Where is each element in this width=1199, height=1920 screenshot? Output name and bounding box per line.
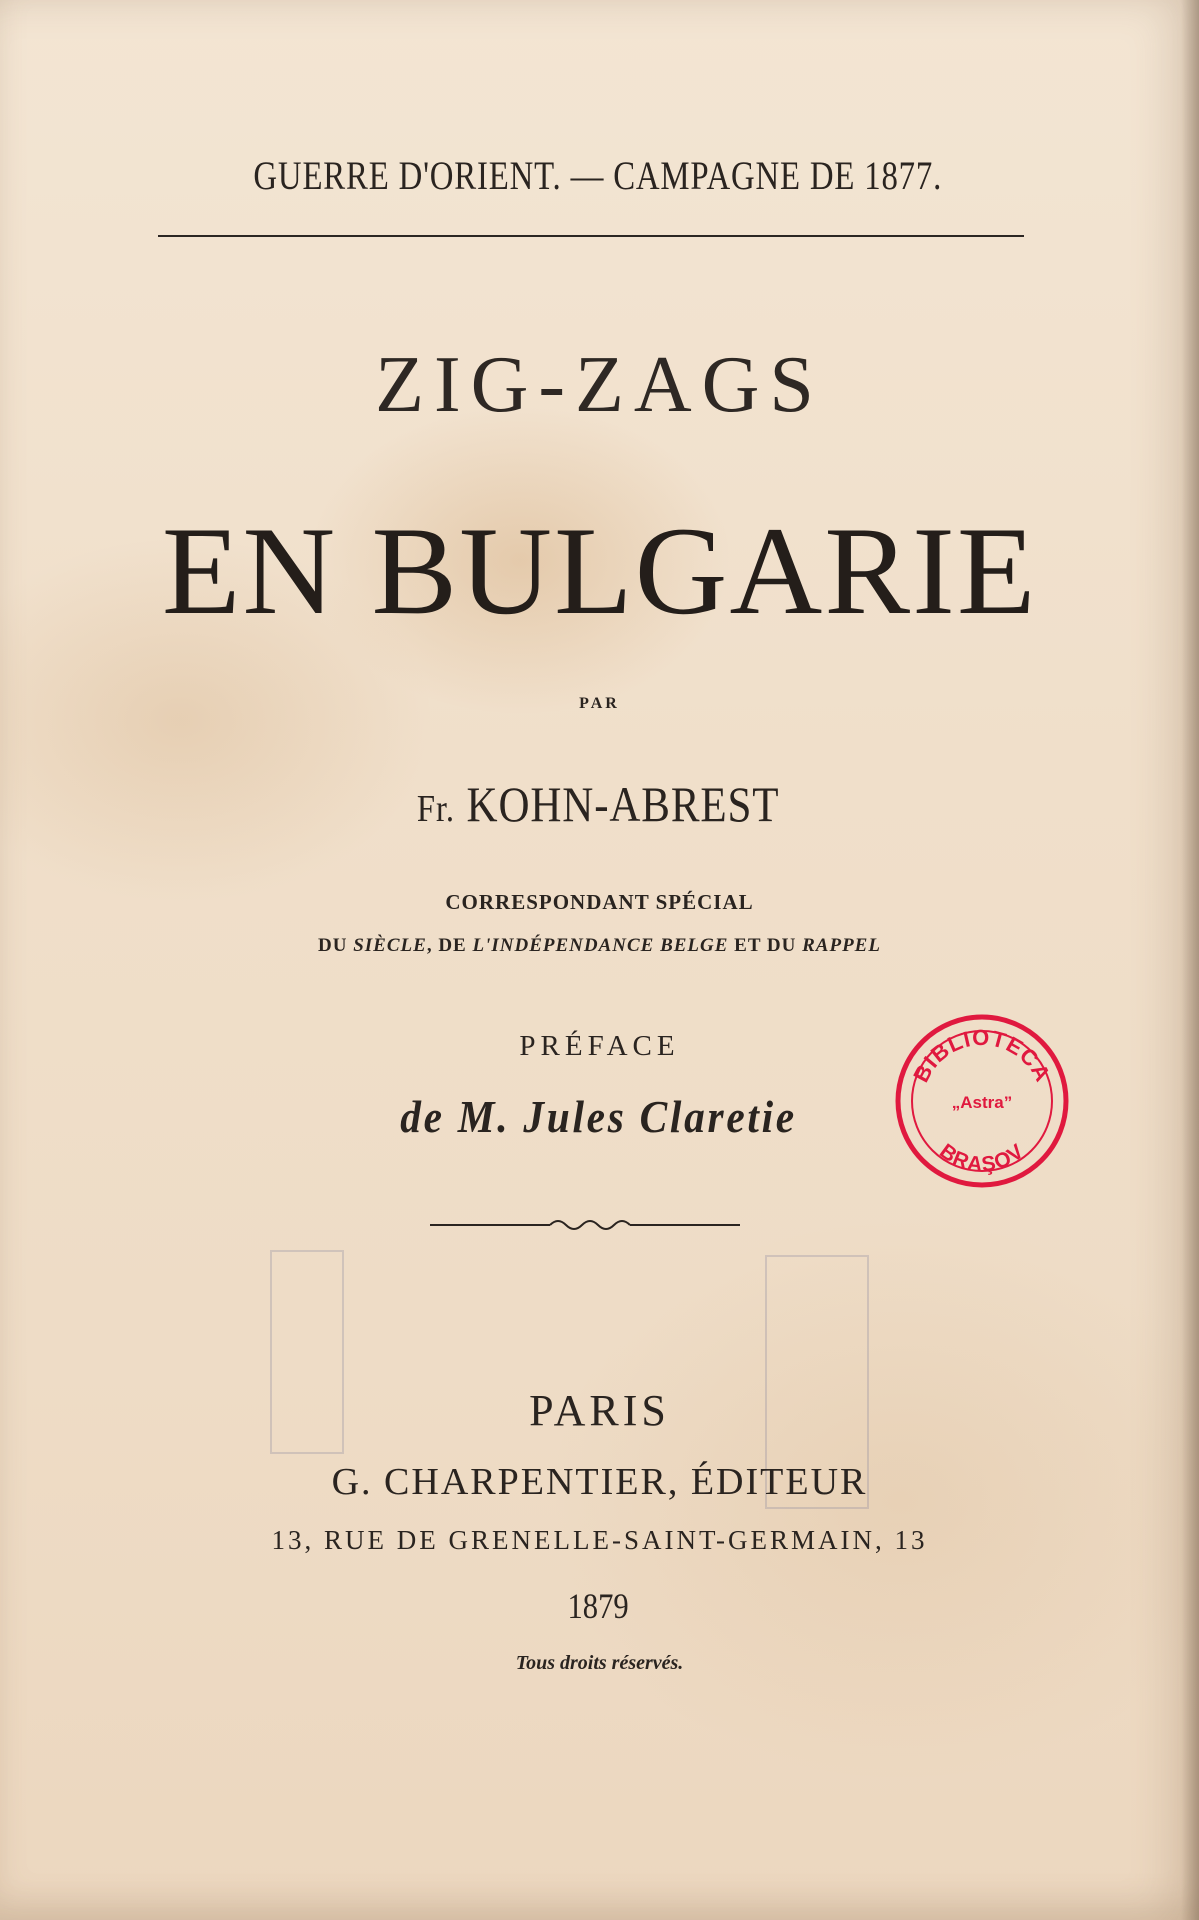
- publisher-address: 13, RUE DE GRENELLE-SAINT-GERMAIN, 13: [271, 1525, 928, 1555]
- papers-et-du: ET DU: [734, 935, 797, 956]
- stamp-bottom-text: BRAŞOV: [935, 1139, 1029, 1177]
- papers-du: DU: [318, 935, 348, 956]
- header-rule: [158, 235, 1024, 237]
- preface-author: de M. Jules Claretie: [400, 1091, 797, 1142]
- author-prefix: Fr.: [416, 788, 455, 830]
- series-header: GUERRE D'ORIENT. — CAMPAGNE DE 1877.: [253, 153, 943, 198]
- page-edge-shadow: [1181, 0, 1199, 1920]
- paper-rappel: RAPPEL: [802, 935, 881, 956]
- papers-de: , DE: [426, 935, 467, 956]
- title-line-2: EN BULGARIE: [161, 502, 1038, 641]
- publication-year: 1879: [567, 1586, 629, 1626]
- publisher-city: PARIS: [529, 1386, 670, 1435]
- title-line-1: ZIG-ZAGS: [375, 341, 824, 429]
- par-label: PAR: [579, 695, 620, 712]
- stamp-top-text: BIBLIOTECA: [908, 1024, 1056, 1087]
- preface-label: PRÉFACE: [519, 1030, 680, 1062]
- author-name: KOHN-ABREST: [466, 776, 780, 832]
- paper-independance-belge: L'INDÉPENDANCE BELGE: [472, 935, 729, 956]
- library-stamp: [893, 1012, 1071, 1190]
- author: [83, 775, 1114, 833]
- paper-siecle: SIÈCLE: [353, 935, 427, 956]
- newspapers-line: [0, 935, 1199, 957]
- rights-notice: Tous droits réservés.: [515, 1652, 684, 1674]
- author-role: CORRESPONDANT SPÉCIAL: [445, 890, 754, 914]
- publisher-name: G. CHARPENTIER, ÉDITEUR: [331, 1461, 868, 1503]
- stamp-center-text: „Astra”: [951, 1093, 1013, 1112]
- ornament-divider-icon: [430, 1215, 740, 1235]
